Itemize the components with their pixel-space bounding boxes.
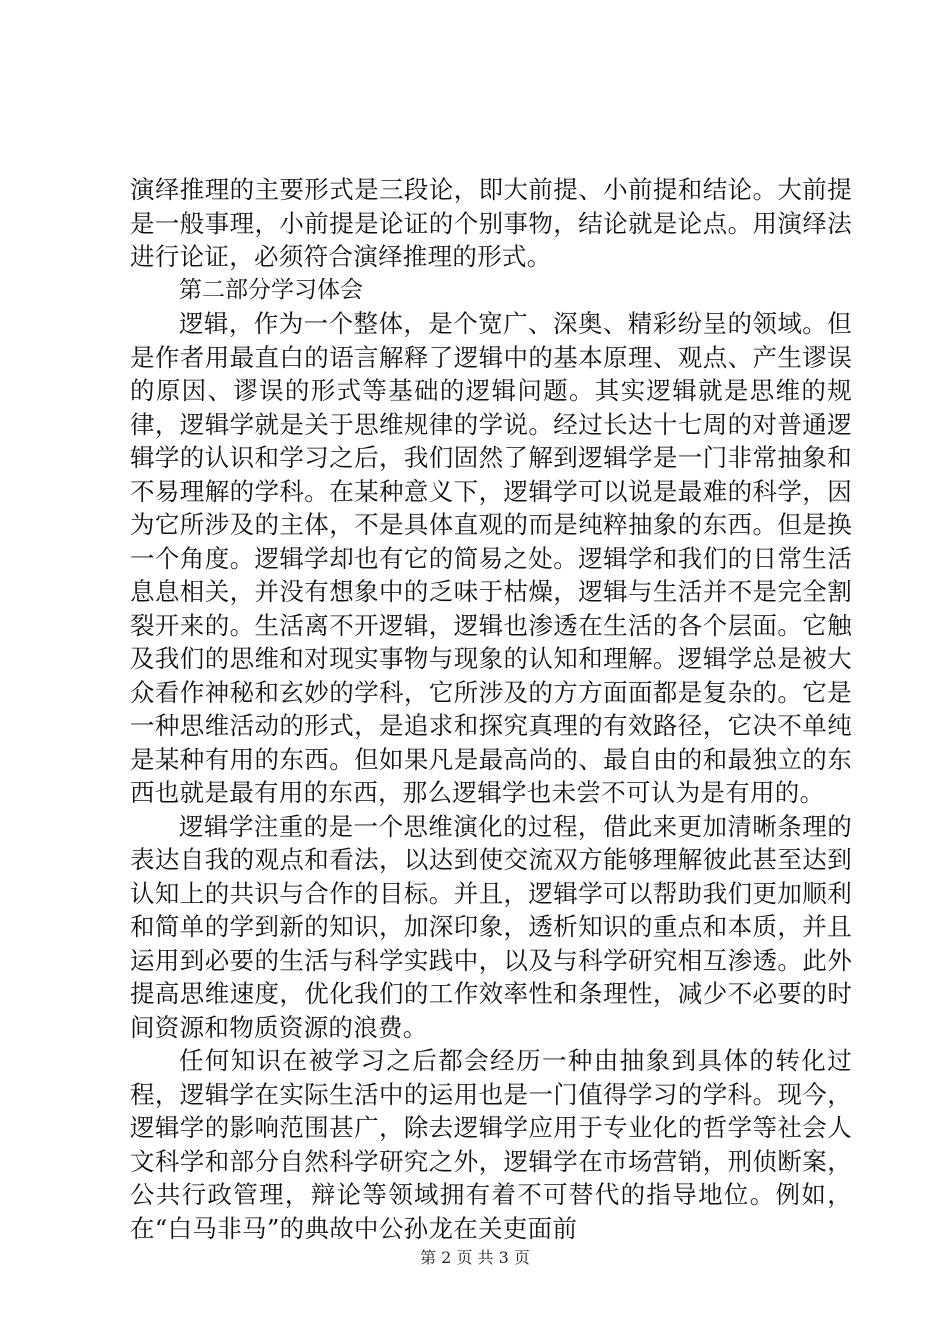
body-paragraph-1: 逻辑，作为一个整体，是个宽广、深奥、精彩纷呈的领域。但是作者用最直白的语言解释了逻辑中的基本原理、观点、产生谬误的原因、谬误的形式等基础的逻辑问题。其实逻辑就是思维的规律，逻辑学就是关于思维规律的学说。经过长达十七周的对普通逻辑学的认识和学习之后，我们固然了解到逻辑学是一门非常抽象和不易理解的学科。在某种意义下，逻辑学可以说是最难的科学，因为它所涉及的主体，不是具体直观的而是纯粹抽象的东西。但是换一个角度。逻辑学却也有它的简易之处。逻辑学和我们的日常生活息息相关，并没有想象中的乏味于枯燥，逻辑与生活并不是完全割裂开来的。生活离不开逻辑，逻辑也渗透在生活的各个层面。它触及我们的思维和对现实事物与现象的认知和理解。逻辑学总是被大众看作神秘和玄妙的学科，它所涉及的方方面面都是复杂的。它是一种思维活动的形式，是追求和探究真理的有效路径，它决不单纯是某种有用的东西。但如果凡是最高尚的、最自由的和最独立的东西也就是最有用的东西，那么逻辑学也未尝不可认为是有用的。: [130, 309, 852, 807]
document-body: [130, 173, 852, 1245]
section-heading: 第二部分学习体会: [179, 276, 363, 303]
intro-paragraph: 演绎推理的主要形式是三段论，即大前提、小前提和结论。大前提是一般事理，小前提是论证的个别事物，结论就是论点。用演绎法进行论证，必须符合演绎推理的形式。: [130, 175, 852, 271]
body-paragraph-3: 任何知识在被学习之后都会经历一种由抽象到具体的转化过程，逻辑学在实际生活中的运用也是一门值得学习的学科。现今，逻辑学的影响范围甚广，除去逻辑学应用于专业化的哲学等社会人文科学和部分自然科学研究之外，逻辑学在市场营销，刑侦断案，公共行政管理，辩论等领域拥有着不可替代的指导地位。例如，在“白马非马”的典故中公孙龙在关吏面前: [130, 1046, 852, 1243]
page-footer: 第 2 页 共 3 页: [420, 1248, 530, 1267]
body-paragraph-2: 逻辑学注重的是一个思维演化的过程，借此来更加清晰条理的表达自我的观点和看法，以达到使交流双方能够理解彼此甚至达到认知上的共识与合作的目标。并且，逻辑学可以帮助我们更加顺利和简单的学到新的知识，加深印象，透析知识的重点和本质，并且运用到必要的生活与科学实践中，以及与科学研究相互渗透。此外提高思维速度，优化我们的工作效率性和条理性，减少不必要的时间资源和物质资源的浪费。: [130, 811, 852, 1042]
